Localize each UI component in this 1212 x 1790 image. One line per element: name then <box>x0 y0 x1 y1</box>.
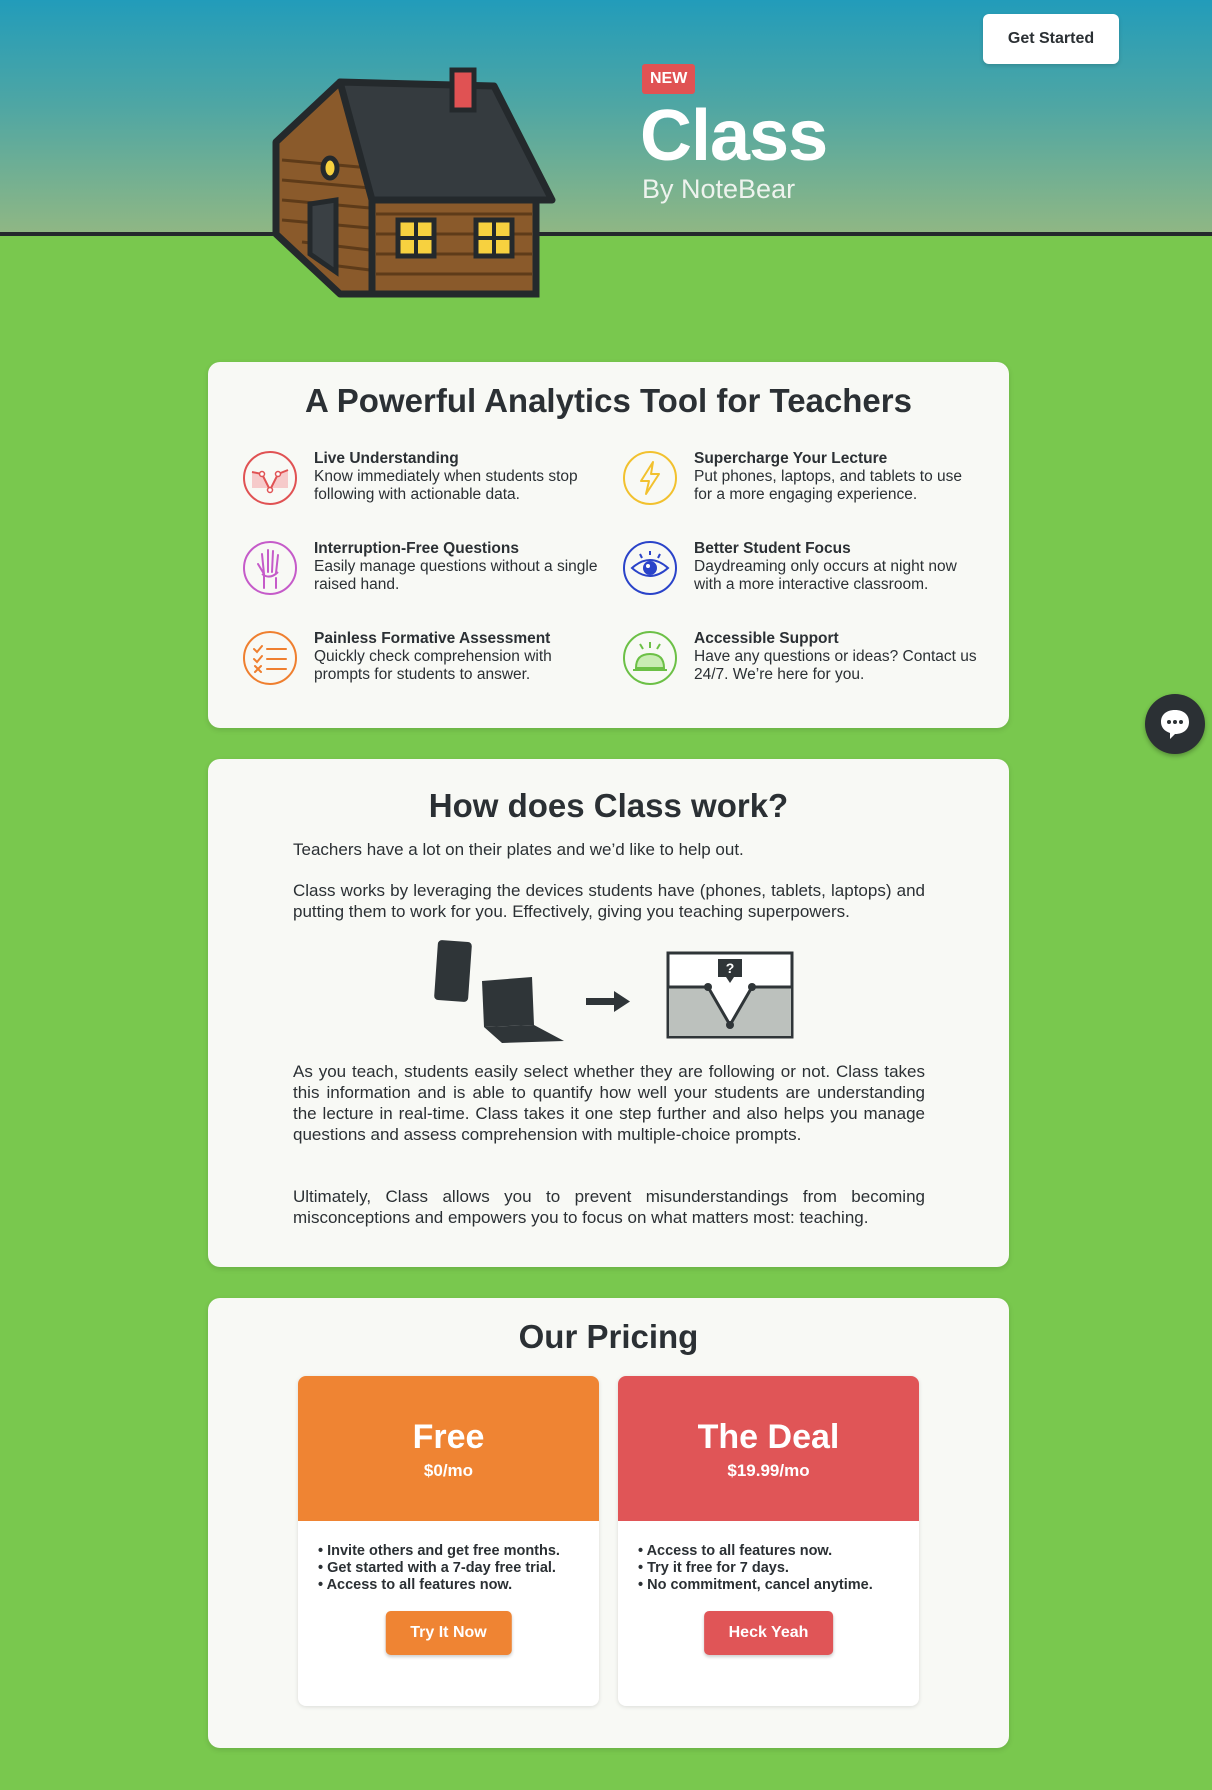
raised-hand-icon <box>242 540 298 596</box>
chat-launcher-button[interactable] <box>1145 694 1205 754</box>
app-title: Class <box>640 96 828 176</box>
chart-dip-icon <box>242 450 298 506</box>
eye-icon <box>622 540 678 596</box>
plan-feature: • Invite others and get free months. <box>318 1543 599 1560</box>
service-bell-icon <box>622 630 678 686</box>
feature-description: Daydreaming only occurs at night now with a more interactive classroom. <box>694 558 957 593</box>
plan-name: The Deal <box>697 1418 840 1456</box>
features-heading: A Powerful Analytics Tool for Teachers <box>305 382 912 419</box>
how-heading: How does Class work? <box>428 787 789 824</box>
how-paragraph-1: Teachers have a lot on their plates and we’d like to help out. <box>293 840 744 859</box>
feature-name: Interruption-Free Questions <box>314 540 519 557</box>
plan-features <box>318 1543 599 1594</box>
feature-description: Know immediately when students stop following with actionable data. <box>314 468 578 503</box>
phone-icon <box>434 940 472 1002</box>
app-subtitle: By NoteBear <box>642 174 796 204</box>
laptop-icon <box>482 977 564 1043</box>
checklist-icon <box>242 630 298 686</box>
how-paragraph-2: Class works by leveraging the devices students have (phones, tablets, laptops) and putting them to work for you. Effectively, giving you teaching superpowers. <box>293 881 925 921</box>
feature-name: Accessible Support <box>694 630 839 647</box>
heck-yeah-button[interactable]: Heck Yeah <box>704 1611 834 1655</box>
plan-feature: • Access to all features now. <box>638 1543 919 1560</box>
house-illustration <box>262 64 562 304</box>
feature-formative-assessment <box>242 630 602 700</box>
how-it-works-card <box>208 759 1009 1267</box>
plan-feature: • Get started with a 7-day free trial. <box>318 1560 599 1577</box>
feature-description: Quickly check comprehension with prompts for students to answer. <box>314 648 552 683</box>
plan-name: Free <box>412 1418 485 1456</box>
devices-to-analytics-diagram <box>426 937 806 1047</box>
try-it-now-button[interactable]: Try It Now <box>385 1611 511 1655</box>
feature-student-focus <box>622 540 982 610</box>
plan-free <box>298 1376 599 1706</box>
feature-name: Painless Formative Assessment <box>314 630 551 647</box>
plan-feature: • No commitment, cancel anytime. <box>638 1577 919 1594</box>
plan-features <box>638 1543 919 1594</box>
feature-name: Live Understanding <box>314 450 459 467</box>
plan-header <box>618 1376 919 1521</box>
chat-bubble-icon <box>1156 705 1194 743</box>
plan-price: $0/mo <box>423 1461 474 1480</box>
feature-interruption-free <box>242 540 602 610</box>
features-card <box>208 362 1009 728</box>
feature-description: Have any questions or ideas? Contact us 24/7. We’re here for you. <box>694 648 977 683</box>
lightning-bolt-icon <box>622 450 678 506</box>
plan-header <box>298 1376 599 1521</box>
new-badge: NEW <box>642 64 695 94</box>
pricing-card <box>208 1298 1009 1748</box>
feature-description: Put phones, laptops, and tablets to use for a more engaging experience. <box>694 468 962 503</box>
feature-name: Better Student Focus <box>694 540 851 557</box>
get-started-button[interactable]: Get Started <box>983 14 1119 64</box>
feature-live-understanding <box>242 450 602 520</box>
feature-description: Easily manage questions without a single raised hand. <box>314 558 598 593</box>
analytics-screen-icon <box>668 953 792 1037</box>
feature-accessible-support <box>622 630 982 700</box>
how-paragraph-3: As you teach, students easily select whether they are following or not. Class takes this information and is able to quantify how well your students are understanding the lecture in real-time. Class takes it one step further and also helps you manage questions and assess comprehension with multiple-choice prompts. <box>293 1062 925 1144</box>
plan-feature: • Access to all features now. <box>318 1577 599 1594</box>
question-mark-text: ? <box>725 960 735 976</box>
arrow-right-icon <box>586 991 630 1012</box>
how-paragraph-4: Ultimately, Class allows you to prevent misunderstandings from becoming misconceptions and empowers you to focus on what matters most: teaching. <box>293 1187 925 1227</box>
plan-the-deal <box>618 1376 919 1706</box>
pricing-heading: Our Pricing <box>518 1318 699 1355</box>
feature-supercharge-lecture <box>622 450 982 520</box>
plan-feature: • Try it free for 7 days. <box>638 1560 919 1577</box>
feature-name: Supercharge Your Lecture <box>694 450 888 467</box>
plan-price: $19.99/mo <box>727 1461 810 1480</box>
